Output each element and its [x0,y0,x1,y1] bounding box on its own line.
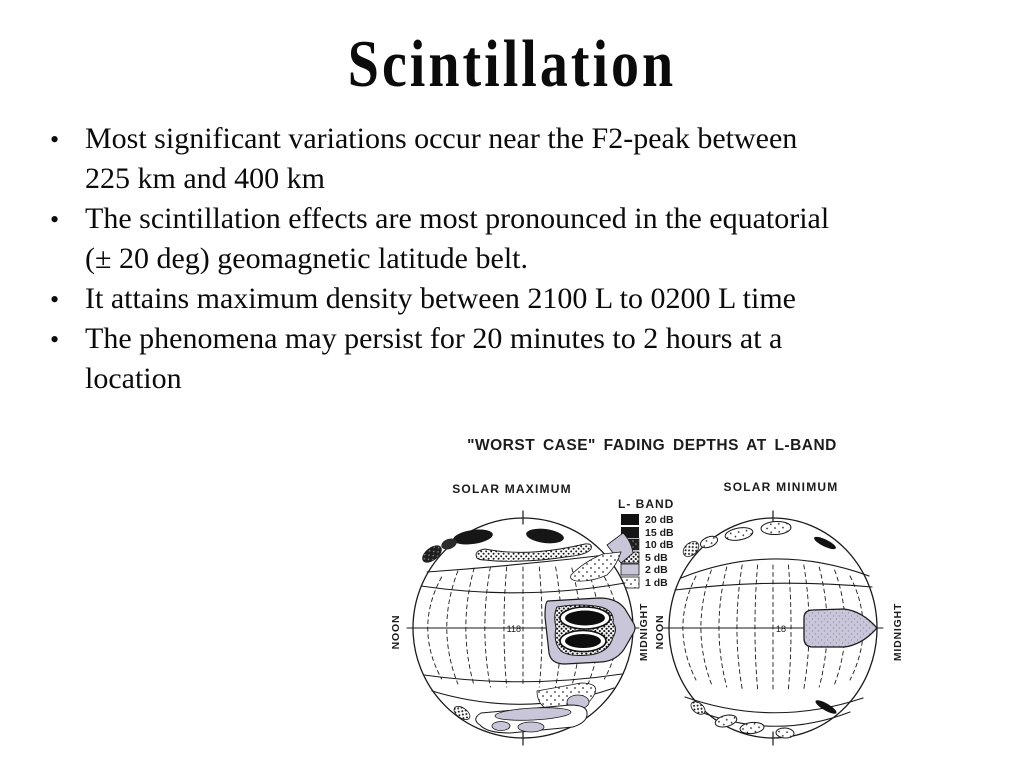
bullet-marker: • [50,125,60,154]
bullet-text-line: 225 km and 400 km [85,162,325,195]
bullet-marker: • [50,205,60,234]
slide-title: Scintillation [347,27,677,102]
fading-depths-svg [385,425,930,765]
legend-swatch-2db [621,564,639,575]
bullet-marker: • [50,285,60,314]
solar-minimum-map [654,511,904,745]
bullet-list [38,119,988,399]
legend-label-1db: 1 dB [645,577,668,589]
solar-minimum-label: SOLAR MINIMUM [723,480,839,494]
solar-minimum-midnight-label: MIDNIGHT [892,602,904,662]
bullet-text-line: (± 20 deg) geomagnetic latitude belt. [85,242,528,275]
legend-label-5db: 5 dB [645,552,668,564]
solar-maximum-label: SOLAR MAXIMUM [452,482,572,496]
legend-label-20db: 20 dB [645,514,674,526]
bullet-marker: • [50,325,60,354]
bullet-text-line: Most significant variations occur near the F2-peak between [85,122,798,155]
figure-title: "WORST CASE" FADING DEPTHS AT L-BAND [467,437,837,454]
solar-maximum-map [390,511,650,745]
solar-maximum-sunspot-number: 118 [506,624,521,634]
bullet-item [38,199,988,279]
bullet-text-line: The phenomena may persist for 20 minutes to 2 hours at a [85,322,783,355]
bullet-text-line: The scintillation effects are most pronounced in the equatorial [85,202,830,235]
bullet-item [38,279,988,319]
legend-label-2db: 2 dB [645,564,668,576]
fading-depths-figure [385,425,930,765]
legend-label-10db: 10 dB [645,539,674,551]
legend-swatch-20db [621,514,639,525]
bullet-text-line: location [85,362,182,395]
bullet-item [38,119,988,199]
solar-maximum-midnight-label: MIDNIGHT [638,602,650,662]
solar-minimum-noon-label: NOON [654,614,666,650]
bullet-item [38,319,988,399]
solar-maximum-noon-label: NOON [390,614,402,650]
bullet-text-line: It attains maximum density between 2100 L to 0200 L time [85,282,796,315]
solar-minimum-sunspot-number: 18 [775,624,787,634]
legend-label-15db: 15 dB [645,527,674,539]
legend-title: L- BAND [618,497,675,511]
